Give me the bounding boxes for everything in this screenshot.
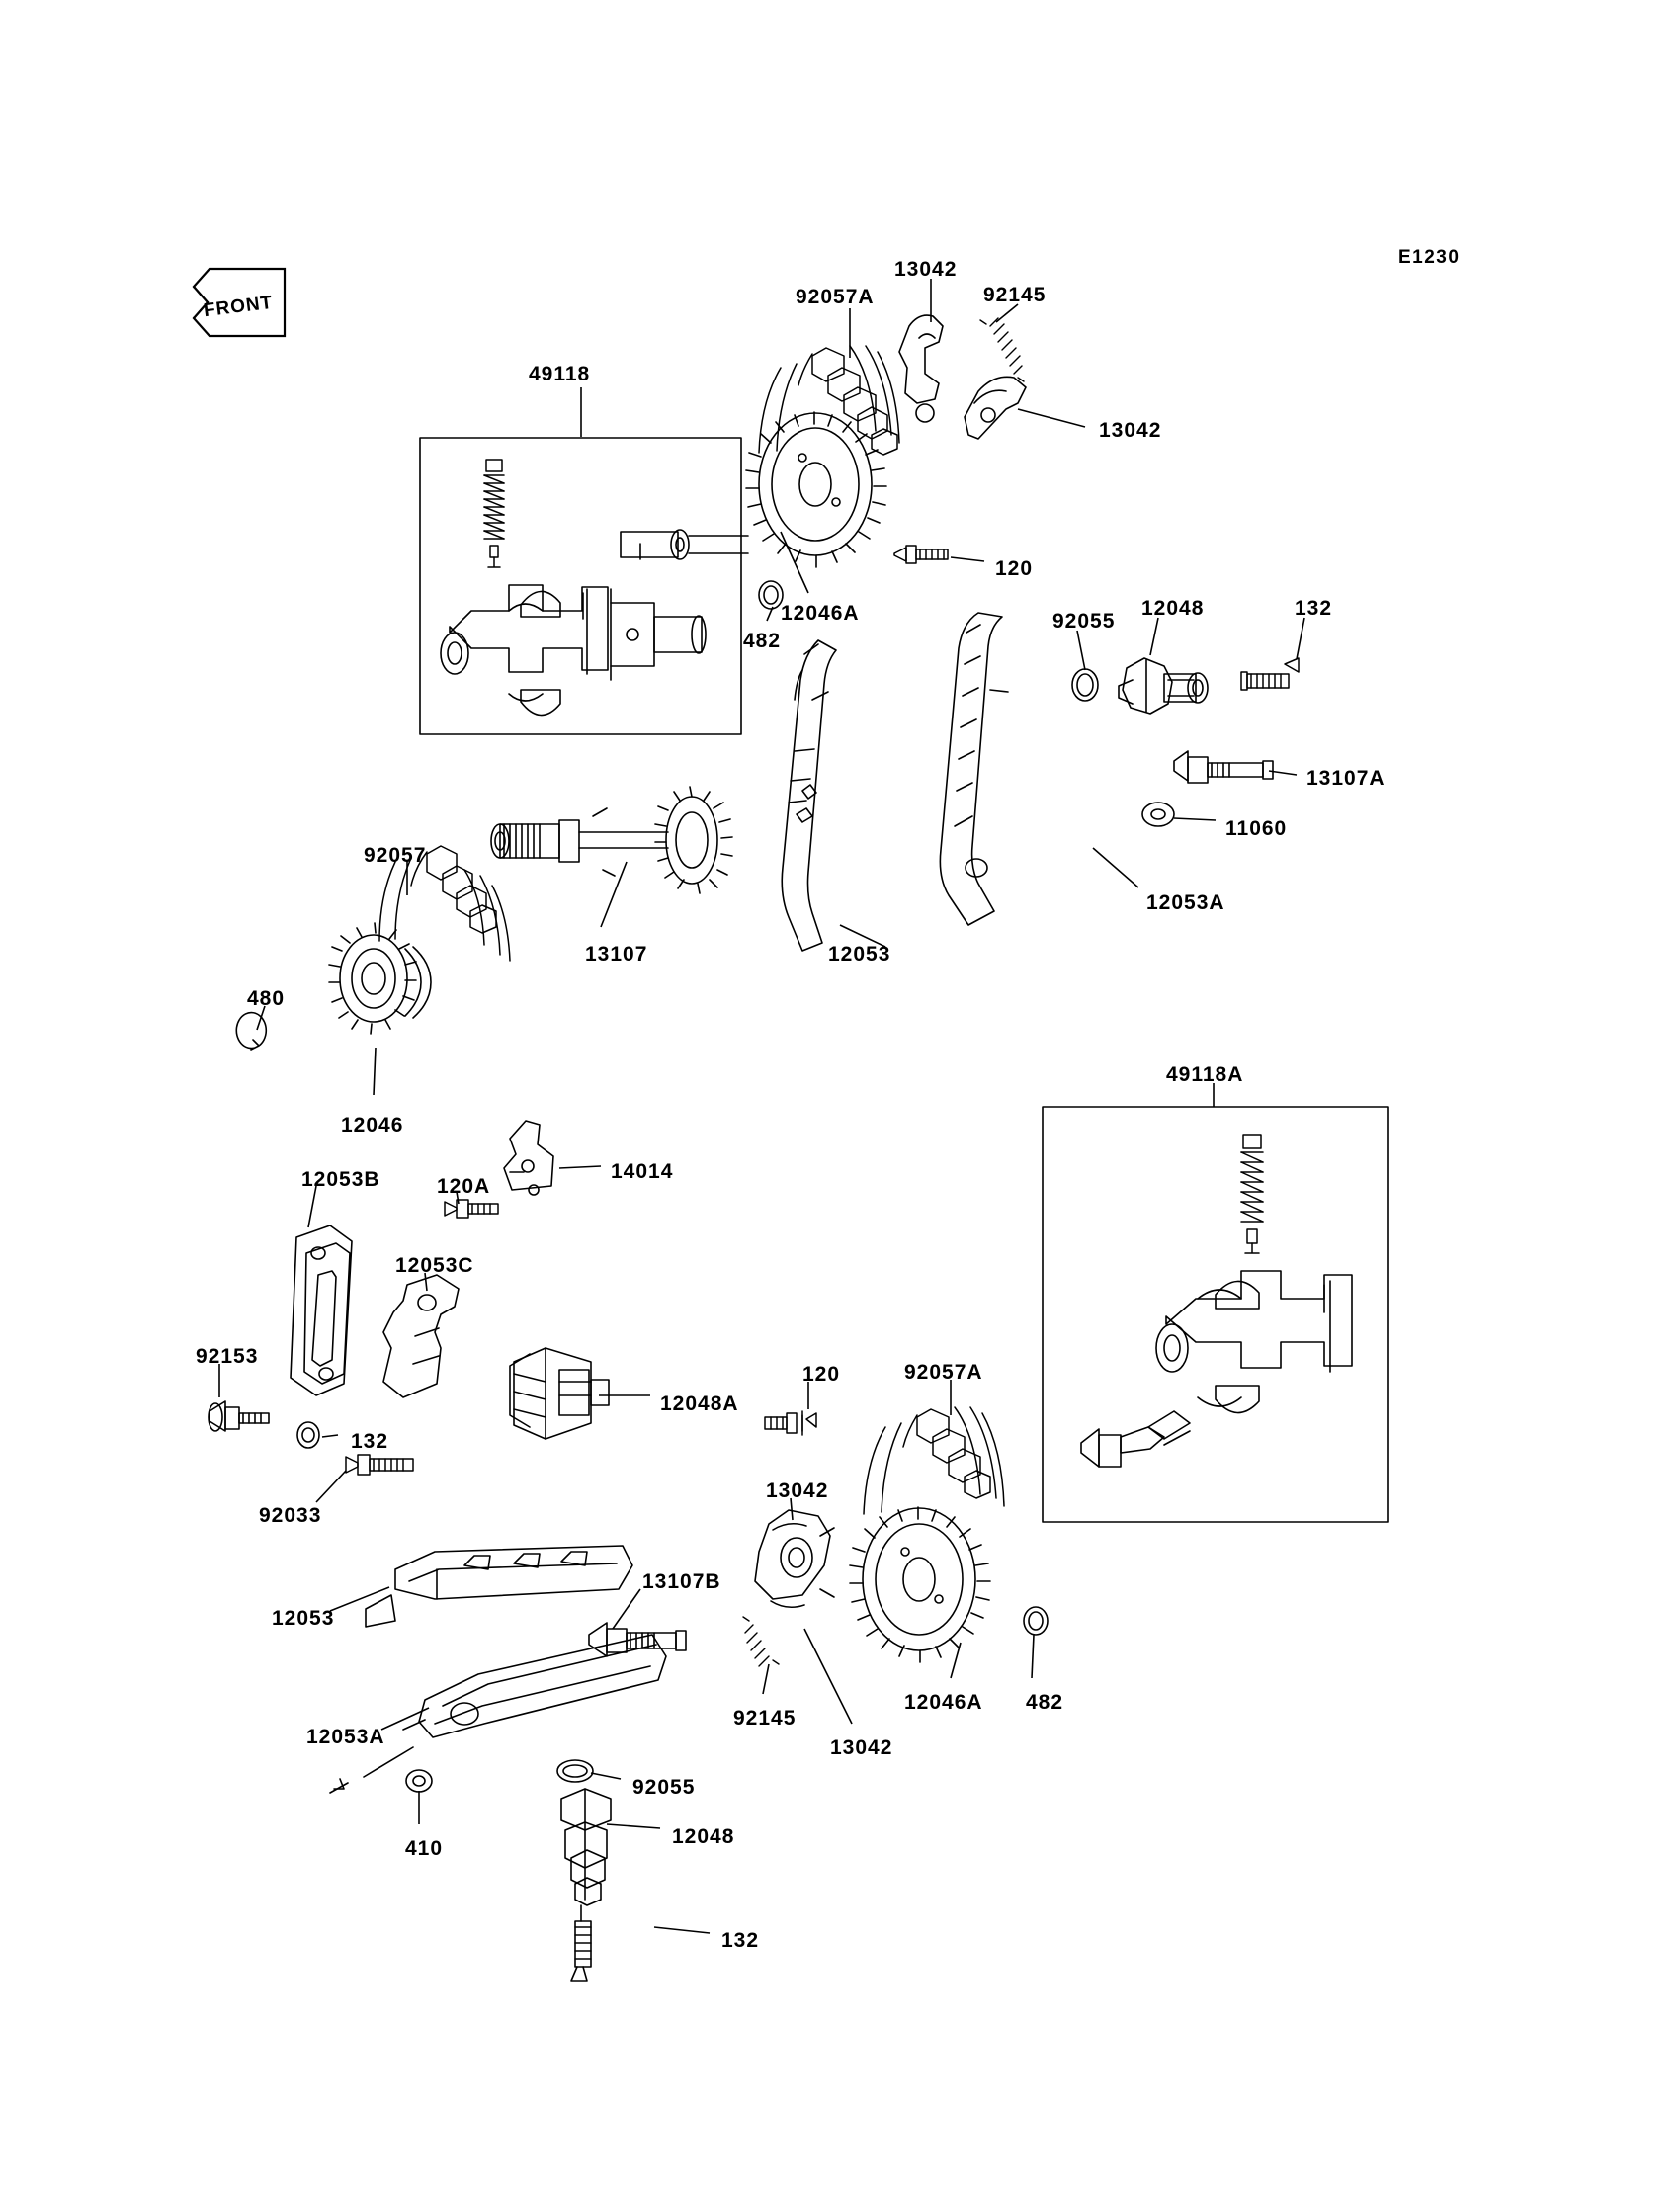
part-label-482-lower: 482: [1026, 1691, 1064, 1714]
part-label-120-upper: 120: [995, 557, 1034, 580]
part-label-12046A-lower: 12046A: [904, 1691, 983, 1714]
front-label: FRONT: [202, 292, 275, 322]
part-label-12048-upper: 12048: [1141, 597, 1205, 620]
part-label-13042-lowerupper: 13042: [766, 1479, 829, 1502]
part-label-482-upper: 482: [743, 630, 782, 652]
part-label-92055-upper: 92055: [1052, 610, 1116, 633]
part-label-92057A-lower: 92057A: [904, 1361, 983, 1384]
part-label-132-lower: 132: [721, 1929, 760, 1952]
part-label-92033: 92033: [259, 1504, 322, 1527]
part-label-13042-top: 13042: [894, 258, 958, 281]
part-label-12053-center: 12053: [828, 943, 891, 966]
part-label-13042-lower: 13042: [830, 1736, 893, 1759]
part-label-12048-lower: 12048: [672, 1825, 735, 1848]
part-label-92057A: 92057A: [796, 286, 875, 308]
part-label-120A: 120A: [437, 1175, 491, 1198]
part-label-13042-right: 13042: [1099, 419, 1162, 442]
part-label-12048A: 12048A: [660, 1393, 739, 1415]
part-label-12046: 12046: [341, 1114, 404, 1137]
part-label-12053A-upper: 12053A: [1146, 891, 1225, 914]
part-label-92145-lower: 92145: [733, 1707, 797, 1730]
part-label-480: 480: [247, 987, 286, 1010]
part-label-11060: 11060: [1225, 817, 1288, 840]
part-label-92153: 92153: [196, 1345, 259, 1368]
part-label-13107: 13107: [585, 943, 648, 966]
part-label-132-upper: 132: [1295, 597, 1333, 620]
part-label-12053C: 12053C: [395, 1254, 474, 1277]
part-label-92055-lower: 92055: [632, 1776, 696, 1799]
part-label-12053-lower: 12053: [272, 1607, 335, 1630]
diagram-code: E1230: [1398, 247, 1461, 268]
part-label-92057: 92057: [364, 844, 427, 867]
part-label-13107A: 13107A: [1306, 767, 1386, 790]
part-label-12053A-lower: 12053A: [306, 1726, 385, 1748]
part-label-12053B: 12053B: [301, 1168, 380, 1191]
part-label-92145-top: 92145: [983, 284, 1047, 306]
part-label-13107B: 13107B: [642, 1570, 721, 1593]
part-label-12046A-upper: 12046A: [781, 602, 860, 625]
part-label-49118: 49118: [529, 363, 591, 385]
part-label-410: 410: [405, 1837, 444, 1860]
part-label-132-mid: 132: [351, 1430, 389, 1453]
part-label-14014: 14014: [611, 1160, 674, 1183]
part-label-120-lower: 120: [802, 1363, 841, 1386]
part-label-49118A: 49118A: [1166, 1063, 1244, 1086]
